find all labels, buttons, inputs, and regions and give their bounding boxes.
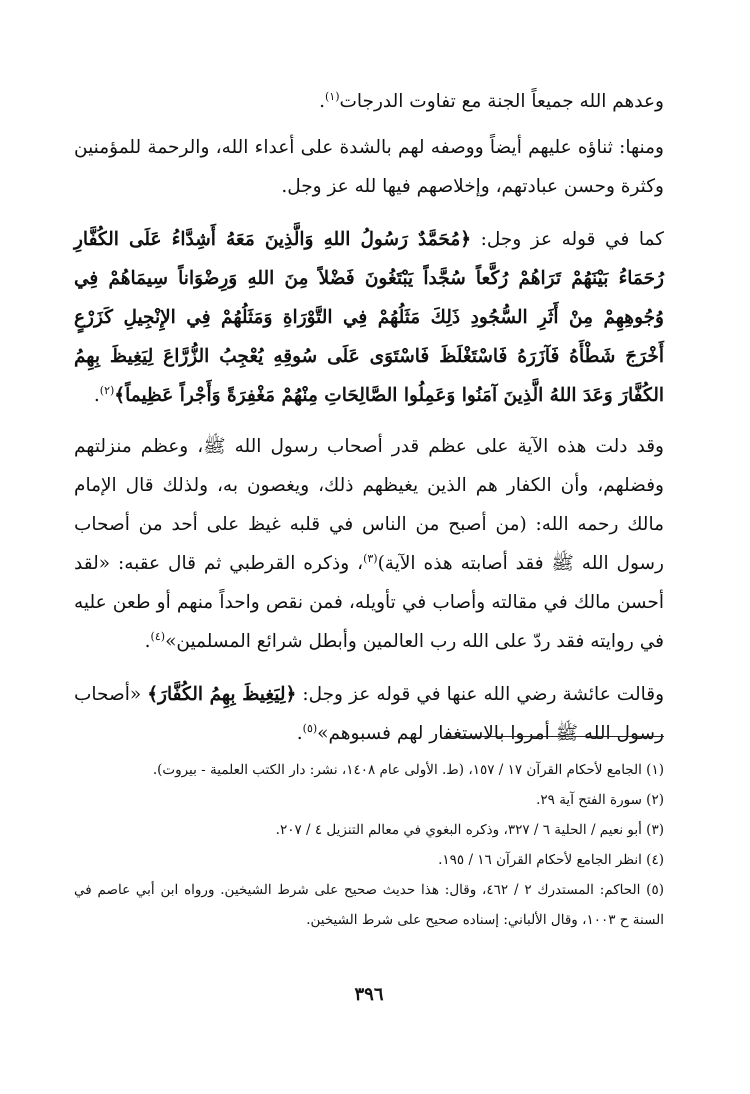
paragraph-3-end: .: [93, 385, 100, 406]
footnote-5: (٥) الحاكم: المستدرك ٢ / ٤٦٢، وقال: هذا حديث صحيح على شرط الشيخين. ورواه ابن أبي عاصم في السنة ح ١٠٠٣، وقال الألباني: إسناده صحيح على شرط الشيخين.: [74, 882, 664, 928]
footnote-4: (٤) انظر الجامع لأحكام القرآن ١٦ / ١٩٥.: [438, 852, 664, 868]
paragraph-4-text-1: وقد دلت هذه الآية على عظم قدر أصحاب رسول الله ﷺ، وعظم منزلتهم وفضلهم، وأن الكفار هم الذين يغيظهم ذلك، ويغصون به، ولذلك قال الإمام مالك رحمه الله: (من أصبح من الناس في قلبه غيظ على أحد من أصحاب رسول الله ﷺ فقد أصابته هذه الآية): [74, 436, 664, 574]
footnote-divider: [444, 736, 664, 737]
paragraph-1-text: وعدهم الله جميعاً الجنة مع تفاوت الدرجات: [339, 91, 664, 112]
paragraph-2: [74, 128, 664, 206]
footnote-2: (٢) سورة الفتح آية ٢٩.: [536, 792, 664, 808]
footnote-1: (١) الجامع لأحكام القرآن ١٧ / ١٥٧، (ط. الأولى عام ١٤٠٨، نشر: دار الكتب العلمية - بيروت).: [152, 762, 664, 778]
footnote-ref-4[interactable]: (٤): [150, 629, 166, 643]
paragraph-5-quote: «أصحاب رسول الله ﷺ أمروا بالاستغفار لهم فسبوهم»: [74, 684, 664, 744]
footnote-ref-2[interactable]: (٢): [99, 383, 115, 397]
paragraph-1-end: .: [319, 91, 325, 112]
paragraph-4-text-2: ، وذكره القرطبي ثم قال عقبه: «لقد أحسن مالك في مقالته وأصاب في تأويله، فمن نقص واحداً منهم أو طعن عليه في روايته فقد ردّ على الله رب العالمين وأبطل شرائع المسلمين»: [74, 553, 664, 652]
paragraph-5: [74, 675, 664, 753]
footnote-ref-5[interactable]: (٥): [302, 721, 318, 735]
footnote-3: (٣) أبو نعيم / الحلية ٦ / ٣٢٧، وذكره البغوي في معالم التنزيل ٤ / ٢٠٧.: [275, 822, 664, 838]
footnote-ref-1[interactable]: (١): [324, 89, 340, 103]
paragraph-4-end: .: [144, 631, 151, 652]
paragraph-2-text: ومنها: ثناؤه عليهم أيضاً ووصفه لهم بالشدة على أعداء الله، والرحمة للمؤمنين وكثرة وحسن عبادتهم، وإخلاصهم فيها لله عز وجل.: [74, 137, 664, 197]
page-number: ٣٩٦: [354, 984, 384, 1005]
paragraph-4: [74, 427, 664, 661]
footnotes-list: [74, 755, 664, 935]
quran-verse-2: ﴿لِيَغِيظَ بِهِمُ الكُفَّارَ﴾: [147, 684, 297, 705]
document-page: [74, 82, 664, 1094]
paragraph-5-end: .: [296, 723, 303, 744]
footnote-ref-3[interactable]: (٣): [363, 551, 378, 565]
paragraph-3-intro: كما في قوله عز وجل:: [471, 229, 664, 250]
quran-verse-1: ﴿مُحَمَّدٌ رَسُولُ اللهِ وَالَّذِينَ مَعَهُ أَشِدَّاءُ عَلَى الكُفَّارِ رُحَمَاءُ بَيْنَهُمْ تَرَاهُمْ رُكَّعاً سُجَّداً يَبْتَغُونَ فَضْلاً مِنَ اللهِ وَرِضْوَاناً سِيمَاهُمْ فِي وُجُوهِهِمْ مِنْ أَثَرِ السُّجُودِ ذَلِكَ مَثَلُهُمْ فِي التَّوْرَاةِ وَمَثَلُهُمْ فِي الإِنْجِيلِ كَزَرْعٍ أَخْرَجَ شَطْأَهُ فَآزَرَهُ فَاسْتَغْلَظَ فَاسْتَوَى عَلَى سُوقِهِ يُعْجِبُ الزُّرَّاعَ لِيَغِيظَ بِهِمُ الكُفَّارَ وَعَدَ اللهُ الَّذِينَ آمَنُوا وَعَمِلُوا الصَّالِحَاتِ مِنْهُمْ مَغْفِرَةً وَأَجْراً عَظِيماً﴾: [74, 229, 664, 406]
paragraph-1: [74, 82, 664, 121]
paragraph-3: [74, 220, 664, 415]
paragraph-5-intro: وقالت عائشة رضي الله عنها في قوله عز وجل:: [296, 684, 664, 705]
